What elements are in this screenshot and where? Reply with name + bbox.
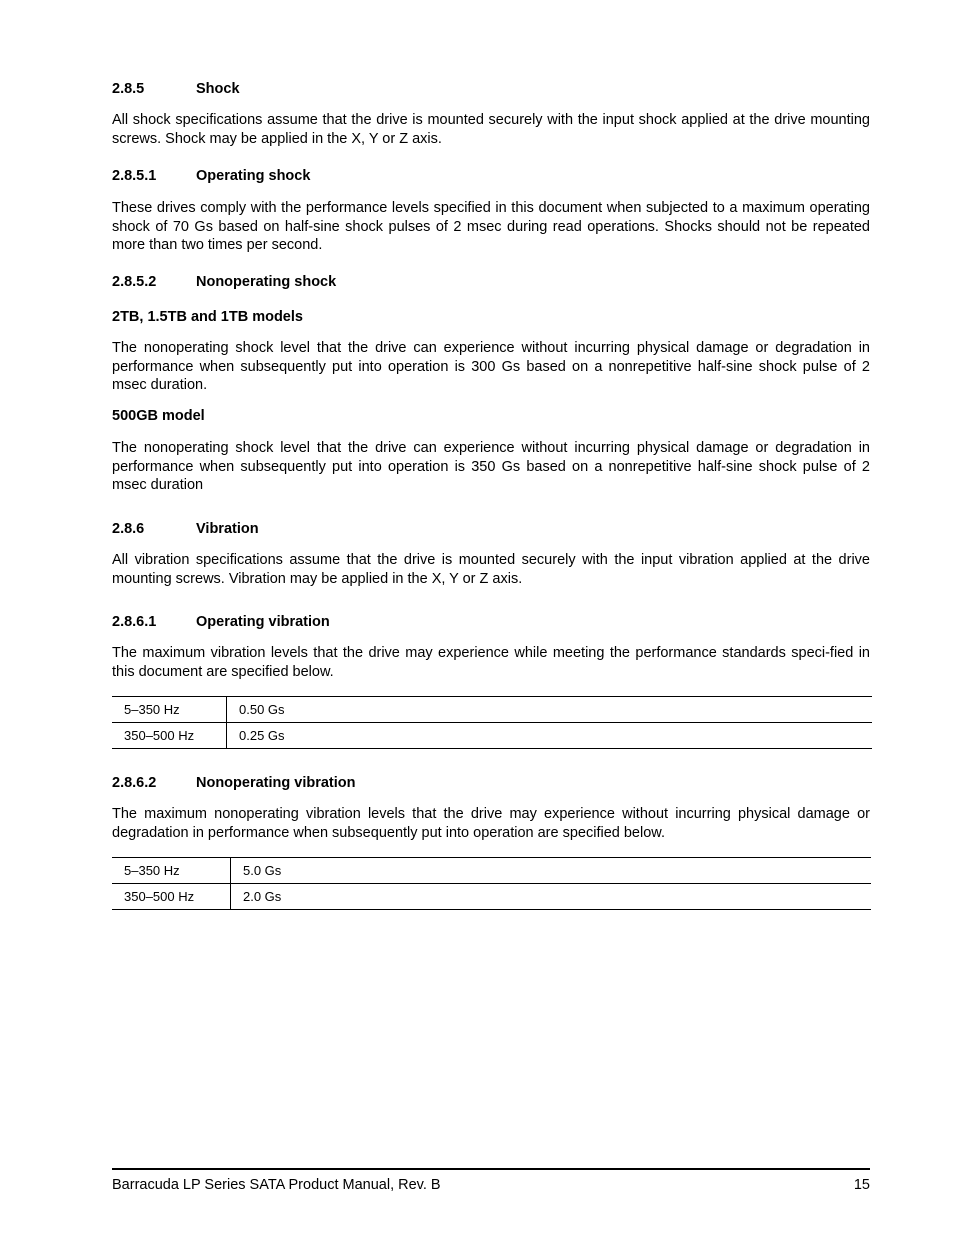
nonoperating-shock-500gb-paragraph: The nonoperating shock level that the drive can experience without incurring physical damage or degradation in performance when subsequently put into operation is 350 Gs based on a nonrepetitive half-sine shock pulse of 2 msec duration [112, 440, 870, 494]
footer-page-number: 15 [853, 1177, 870, 1193]
operating-vibration-paragraph: The maximum vibration levels that the drive may experience while meeting the performance standards speci-fied in this document are specified below. [112, 645, 870, 680]
section-title: Operating shock [196, 168, 311, 184]
section-number: 2.8.5.2 [112, 274, 157, 290]
section-title: Operating vibration [196, 614, 330, 630]
section-title: Nonoperating shock [196, 274, 337, 290]
table-cell-range: 350–500 Hz [112, 884, 231, 910]
nonoperating-vibration-paragraph: The maximum nonoperating vibration levels that the drive may experience without incurring physical damage or degradation in performance when subsequently put into operation are specified below. [112, 806, 870, 841]
section-title: Shock [196, 81, 240, 97]
section-title: Nonoperating vibration [196, 775, 356, 791]
table-row [112, 858, 871, 884]
section-heading-operating-vibration [112, 613, 330, 631]
table-row [112, 723, 872, 749]
table-row [112, 697, 872, 723]
subheading-500gb-model: 500GB model [112, 408, 205, 424]
vibration-paragraph: All vibration specifications assume that the drive is mounted securely with the input vibration applied at the drive mounting screws. Vibration may be applied in the X, Y or Z axis. [112, 552, 870, 587]
table-row [112, 884, 871, 910]
section-number: 2.8.6 [112, 521, 145, 537]
table-cell-value: 2.0 Gs [231, 884, 872, 910]
operating-vibration-table [112, 696, 872, 749]
subheading-2tb-models: 2TB, 1.5TB and 1TB models [112, 309, 303, 325]
nonoperating-vibration-table [112, 857, 871, 910]
section-number: 2.8.6.2 [112, 775, 157, 791]
section-heading-vibration [112, 520, 259, 538]
section-heading-nonoperating-vibration [112, 774, 356, 792]
operating-shock-paragraph: These drives comply with the performance levels specified in this document when subjected to a maximum operating shock of 70 Gs based on half-sine shock pulses of 2 msec during read operations. Shocks should not be repeated more than two times per second. [112, 200, 870, 254]
section-title: Vibration [196, 521, 259, 537]
table-cell-value: 5.0 Gs [243, 863, 282, 878]
section-number: 2.8.5 [112, 81, 145, 97]
section-number: 2.8.5.1 [112, 168, 157, 184]
table-cell-range: 350–500 Hz [112, 723, 227, 749]
table-cell-range: 5–350 Hz [112, 697, 227, 723]
table-cell-range: 5–350 Hz [112, 858, 231, 884]
section-number: 2.8.6.1 [112, 614, 157, 630]
table-cell-value: 0.50 Gs [239, 702, 285, 717]
section-heading-operating-shock [112, 167, 310, 185]
nonoperating-shock-2tb-paragraph: The nonoperating shock level that the drive can experience without incurring physical damage or degradation in performance when subsequently put into operation is 300 Gs based on a nonrepetitive half-sine shock pulse of 2 msec duration. [112, 340, 870, 394]
footer-document-title: Barracuda LP Series SATA Product Manual, Rev. B [112, 1177, 441, 1193]
footer-divider [112, 1168, 870, 1170]
section-heading-nonoperating-shock [112, 273, 336, 291]
table-cell-value: 0.25 Gs [227, 723, 873, 749]
section-heading-shock [112, 80, 240, 98]
shock-paragraph: All shock specifications assume that the drive is mounted securely with the input shock applied at the drive mounting screws. Shock may be applied in the X, Y or Z axis. [112, 112, 870, 147]
